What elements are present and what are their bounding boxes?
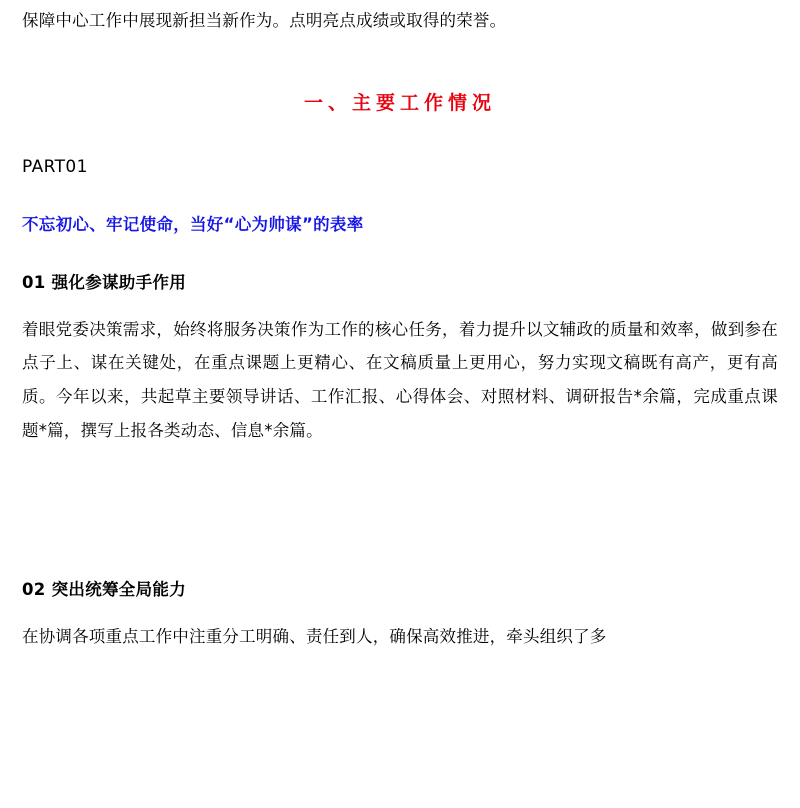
- document-page: [0, 8, 800, 808]
- sub-heading-01: 01 强化参谋助手作用: [22, 272, 187, 292]
- sub-heading-02: 02 突出统筹全局能力: [22, 579, 187, 599]
- section-heading: 一、主要工作情况: [303, 91, 496, 114]
- lead-paragraph: 保障中心工作中展现新担当新作为。点明亮点成绩或取得的荣誉。: [22, 11, 507, 30]
- part-label: PART01: [22, 156, 88, 177]
- body-paragraph-01: 着眼党委决策需求，始终将服务决策作为工作的核心任务，着力提升以文辅政的质量和效率，做到参在点子上、谋在关键处，在重点课题上更精心、在文稿质量上更用心，努力实现文稿既有高产，更有高质。今年以来，共起草主要领导讲话、工作汇报、心得体会、对照材料、调研报告*余篇，完成重点课题*篇，撰写上报各类动态、信息*余篇。: [22, 319, 778, 440]
- blue-subtitle-heading: 不忘初心、牢记使命，当好“心为帅谋”的表率: [22, 214, 364, 234]
- body-paragraph-02: 在协调各项重点工作中注重分工明确、责任到人，确保高效推进，牵头组织了多: [22, 626, 607, 646]
